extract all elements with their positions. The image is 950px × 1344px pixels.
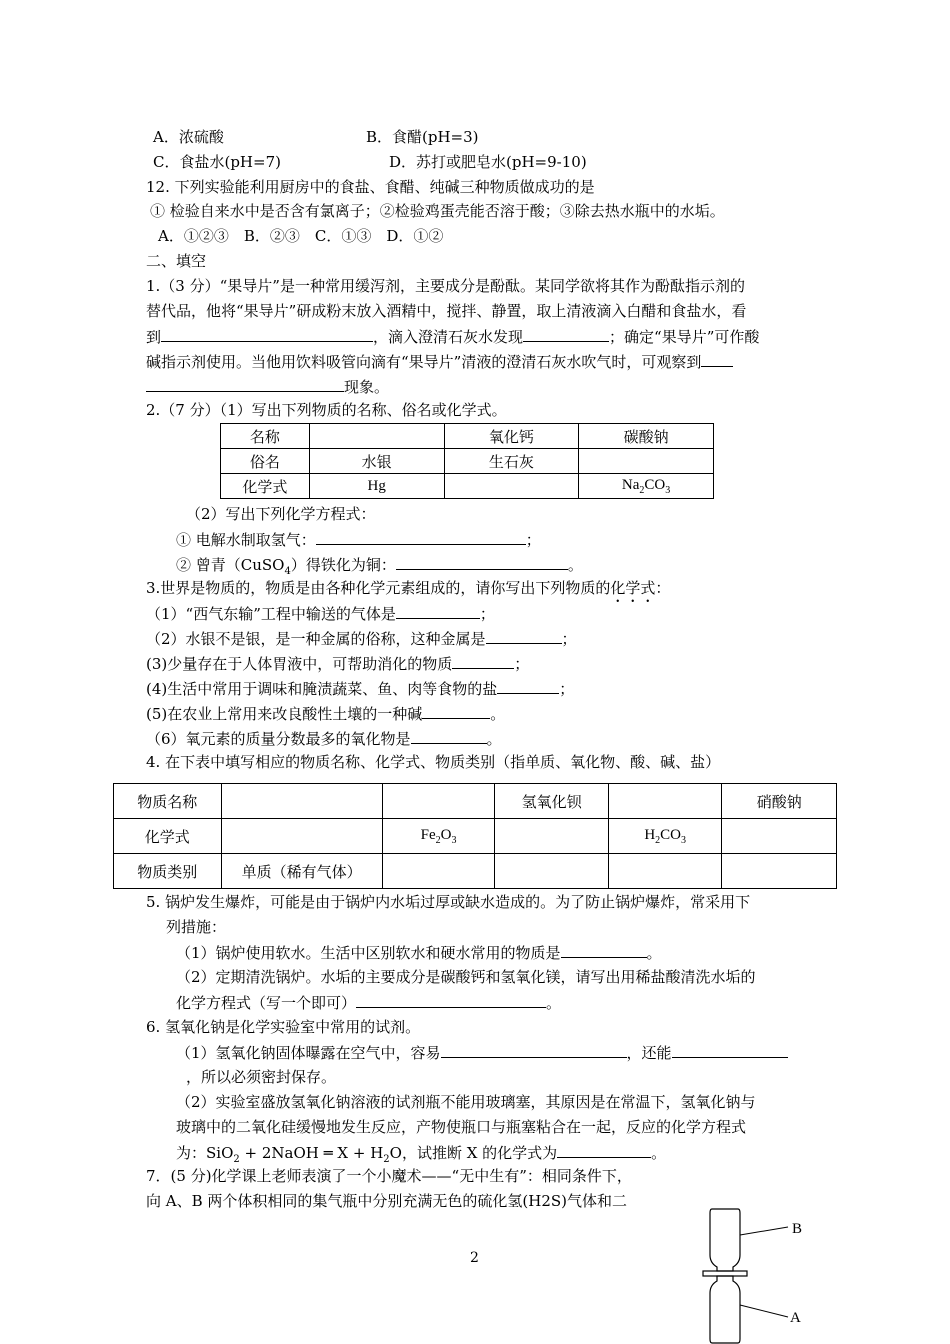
- cell: 氢氧化钡: [495, 784, 608, 819]
- cell: 单质（稀有气体）: [221, 854, 382, 889]
- q11-option-a: A．浓硫酸: [153, 128, 224, 146]
- f1-line2: 替代品，他将“果导片”研成粉末放入酒精中，搅拌、静置，取上清液滴入白醋和食盐水，看: [146, 302, 747, 320]
- cell[interactable]: [309, 424, 444, 449]
- f4-table: [113, 783, 837, 889]
- f6-line6: 为：SiO$_2$ + 2NaOH ═ $X + H_2O$，试推断 X 的化学式为 。: [176, 1144, 667, 1165]
- f1-line1: 1.（3 分）“果导片”是一种常用缓泻剂，主要成分是酚酞。某同学欲将其作为酚酞指示剂的: [146, 277, 745, 295]
- cell: 化学式: [114, 819, 222, 854]
- blank[interactable]: [316, 529, 526, 545]
- cell: 氧化钙: [444, 424, 579, 449]
- blank[interactable]: [452, 653, 514, 669]
- f3-item6: （6）氧元素的质量分数最多的氧化物是 。: [146, 730, 502, 748]
- cell[interactable]: [608, 854, 722, 889]
- cell[interactable]: [722, 854, 837, 889]
- f5-line1: 5. 锅炉发生爆炸，可能是由于锅炉内水垢过厚或缺水造成的。为了防止锅炉爆炸，常采用下: [146, 893, 751, 911]
- cell: 生石灰: [444, 449, 579, 474]
- cell[interactable]: [495, 854, 608, 889]
- cell[interactable]: [382, 854, 495, 889]
- pointer-b: [740, 1227, 788, 1235]
- blank[interactable]: [523, 326, 609, 342]
- glass-plate: [703, 1271, 747, 1276]
- f5-line4: （2）定期清洗锅炉。水垢的主要成分是碳酸钙和氢氧化镁，请写出用稀盐酸清洗水垢的: [176, 968, 756, 986]
- cell[interactable]: [722, 819, 837, 854]
- f3-item2: （2）水银不是银，是一种金属的俗称，这种金属是 ；: [146, 630, 577, 648]
- cell: 碳酸钠: [579, 424, 714, 449]
- f1-line5: 现象。: [146, 376, 389, 397]
- cell[interactable]: [221, 784, 382, 819]
- cell: 水银: [309, 449, 444, 474]
- label-b: B: [792, 1221, 803, 1237]
- blank[interactable]: [557, 1142, 651, 1158]
- cell-formula: $Na_2CO_3$: [579, 474, 714, 499]
- f3-item4: (4)生活中常用于调味和腌渍蔬菜、鱼、肉等食物的盐 ；: [146, 680, 575, 698]
- cell: 俗名: [221, 449, 310, 474]
- f6-line1: 6. 氢氧化钠是化学实验室中常用的试剂。: [146, 1018, 421, 1036]
- f2-part2: （2）写出下列化学方程式：: [186, 505, 376, 523]
- section-heading: 二、填空: [146, 252, 207, 270]
- f6-line2: （1）氢氧化钠固体曝露在空气中，容易 ，还能: [176, 1042, 788, 1063]
- blank[interactable]: [701, 351, 733, 367]
- f6-line5: 玻璃中的二氧化硅缓慢地发生反应，产物使瓶口与瓶塞粘合在一起，反应的化学方程式: [176, 1118, 747, 1136]
- q11-option-c: C．食盐水(pH=7): [153, 153, 281, 171]
- q11-option-b: B．食醋(pH=3): [366, 128, 479, 146]
- blank[interactable]: [411, 728, 487, 744]
- blank[interactable]: [486, 628, 562, 644]
- blank[interactable]: [396, 603, 480, 619]
- cell: 名称: [221, 424, 310, 449]
- f5-line3: （1）锅炉使用软水。生活中区别软水和硬水常用的物质是 。: [176, 944, 662, 962]
- label-a: A: [790, 1310, 801, 1326]
- f1-line4: 碱指示剂使用。当他用饮料吸管向滴有“果导片”清液的澄清石灰水吹气时，可观察到: [146, 351, 733, 372]
- cell[interactable]: [579, 449, 714, 474]
- f5-line5: 化学方程式（写一个即可） 。: [176, 994, 562, 1012]
- q12-options: A．①②③ B．②③ C．①③ D．①②: [158, 227, 444, 245]
- f2-table: [220, 423, 714, 499]
- f6-line4: （2）实验室盛放氢氧化钠溶液的试剂瓶不能用玻璃塞，其原因是在常温下，氢氧化钠与: [176, 1093, 756, 1111]
- f4-stem: 4. 在下表中填写相应的物质名称、化学式、物质类别（指单质、氧化物、酸、碱、盐）: [146, 753, 721, 771]
- f5-line2: 列措施：: [166, 918, 227, 936]
- f3-item5: (5)在农业上常用来改良酸性土壤的一种碱 。: [146, 705, 506, 723]
- blank[interactable]: [497, 678, 559, 694]
- q12-items: ① 检验自来水中是否含有氯离子；②检验鸡蛋壳能否溶于酸；③除去热水瓶中的水垢。: [150, 202, 725, 220]
- cell-formula: $Fe_2O_3$: [382, 819, 495, 854]
- f3-stem: 3.世界是物质的，物质是由各种化学元素组成的，请你写出下列物质的化学式：: [146, 579, 671, 597]
- cell[interactable]: [444, 474, 579, 499]
- f2-eq1: ① 电解水制取氢气： ；: [176, 531, 541, 549]
- blank[interactable]: [396, 554, 568, 570]
- f1-line3: 到 ，滴入澄清石灰水发现 ；确定“果导片”可作酸: [146, 328, 760, 346]
- q11-option-d: D．苏打或肥皂水(pH=9-10): [389, 153, 587, 171]
- blank[interactable]: [422, 703, 490, 719]
- blank[interactable]: [441, 1042, 627, 1058]
- blank[interactable]: [356, 992, 546, 1008]
- bottle-a: [710, 1276, 740, 1343]
- f7-line2: 向 A、B 两个体积相同的集气瓶中分别充满无色的硫化氢(H2S)气体和二: [146, 1192, 627, 1210]
- cell[interactable]: [608, 784, 722, 819]
- f3-item3: (3)少量存在于人体胃液中，可帮助消化的物质 ；: [146, 655, 530, 673]
- q12-stem: 12. 下列实验能利用厨房中的食盐、食醋、纯碱三种物质做成功的是: [146, 178, 595, 196]
- f6-line3: ，所以必须密封保存。: [186, 1068, 337, 1086]
- page-number: 2: [470, 1250, 479, 1266]
- blank[interactable]: [672, 1042, 788, 1058]
- blank[interactable]: [561, 942, 647, 958]
- gas-bottles-diagram: [700, 1205, 820, 1344]
- cell: Hg: [309, 474, 444, 499]
- blank[interactable]: [161, 326, 373, 342]
- blank[interactable]: [146, 376, 344, 392]
- cell: 物质名称: [114, 784, 222, 819]
- bottle-b: [710, 1209, 740, 1271]
- f2-intro: 2.（7 分）（1）写出下列物质的名称、俗名或化学式。: [146, 401, 507, 419]
- cell[interactable]: [221, 819, 382, 854]
- cell[interactable]: [382, 784, 495, 819]
- cell: 化学式: [221, 474, 310, 499]
- f2-eq2: ② 曾青（CuSO$_4$）得铁化为铜： 。: [176, 556, 583, 577]
- cell[interactable]: [495, 819, 608, 854]
- pointer-a: [740, 1305, 788, 1317]
- cell: 物质类别: [114, 854, 222, 889]
- cell: 硝酸钠: [722, 784, 837, 819]
- f3-item1: （1）“西气东输”工程中输送的气体是 ；: [146, 605, 495, 623]
- cell-formula: $H_2CO_3$: [608, 819, 722, 854]
- f7-line1: 7．(5 分)化学课上老师表演了一个小魔术——“无中生有”：相同条件下，: [146, 1167, 632, 1185]
